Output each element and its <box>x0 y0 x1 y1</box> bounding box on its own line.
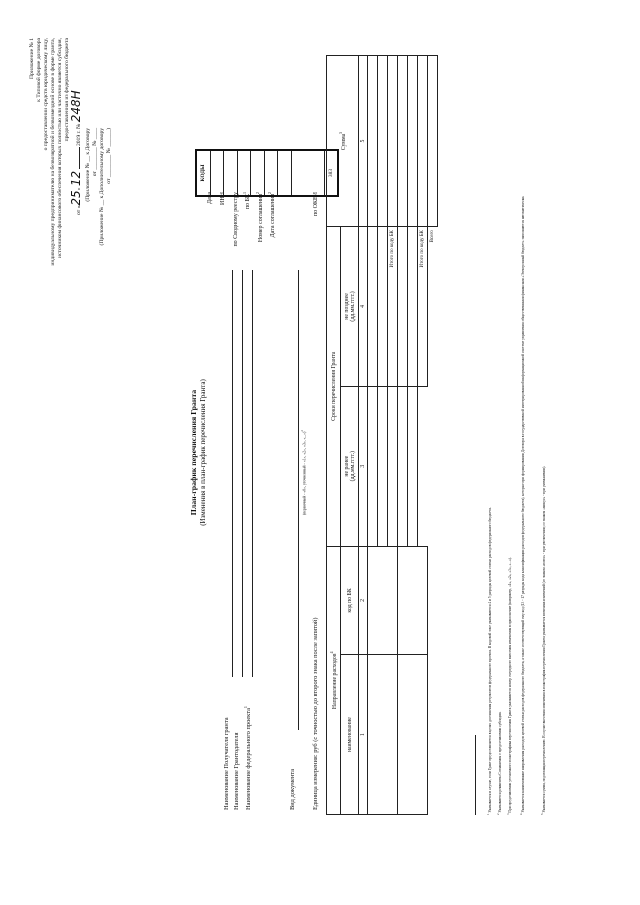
table-cell <box>428 386 438 546</box>
code-cell <box>291 150 324 196</box>
field-doctype-line <box>298 270 299 730</box>
footnote: $^4$ Указывается наименование направления расходов целевой статьи расходов федерального бюджета, а также соответствующий ему код (13 - 17 разряды кода классификации расходов федерального бюджета), которые при формировании Договора в государственной интегрированной информационной системе управления общественными финансами «Электронный бюджет» заполняются автоматически. <box>519 195 526 815</box>
col-not-earlier: не ранее (дд.мм.гггг.) <box>341 386 359 546</box>
code-label-inn: ИНН <box>220 192 226 205</box>
footnote: $^1$ Указывается в случае, если Грант предоставляется в целях достижения результатов федерального проекта. В кодовой зоне указываются 4 и 5 разряды целевой статьи расходов федерального бюджета. <box>486 507 493 815</box>
date-number-handwritten: 248Н <box>69 90 83 123</box>
field-doctype-label: Вид документа <box>289 768 296 810</box>
code-label-bk: по $БК^1$ <box>242 192 251 210</box>
header-line: предоставленная из федерального бюджета <box>64 38 70 142</box>
field-doctype-hint: (первичный - «0», уточненный - «1», «2», «3», «...»)$^2$ <box>300 430 307 515</box>
col-number: 3 <box>359 386 368 546</box>
col-number: 1 <box>359 655 368 815</box>
table-cell <box>368 655 398 815</box>
footnote-rule <box>475 735 476 815</box>
footnote: $^2$ Указываются реквизиты Соглашения о предоставлении субсидии. <box>496 711 503 815</box>
page-subtitle: (Изменения в план-график перечисления Гранта) <box>199 379 207 526</box>
header-line: источником финансового обеспечения которых полностью или частично является субсидия, <box>57 38 63 258</box>
annex-line: от ________ № ____ <box>92 128 98 177</box>
code-cell <box>278 150 292 196</box>
header-line: индивидуальному предпринимателю на безвозвратной и безвозмездной основе в форме гранта, <box>50 38 56 266</box>
annex-line: от ________ № ______) <box>106 128 112 184</box>
date-year: 2019 г. № <box>76 123 82 147</box>
grand-total-label: Всего <box>428 227 438 387</box>
table-cell <box>428 546 438 655</box>
code-label-okei: по ОКЕИ <box>313 192 319 217</box>
table-cell <box>378 227 388 387</box>
col-terms: Сроки перечисления Гранта <box>327 227 341 546</box>
code-label-date: Дата <box>207 192 213 204</box>
table-cell <box>398 386 408 546</box>
field-recipient-label: Наименование Получателя гранта <box>223 717 230 810</box>
field-grantor-line <box>242 270 243 677</box>
table-cell <box>368 227 378 387</box>
col-code: код по БК <box>341 546 359 655</box>
table-cell <box>368 56 378 227</box>
table-cell <box>398 56 408 227</box>
col-direction: Направление расходов$^4$ <box>327 546 341 814</box>
code-cell-okei: 383 <box>324 150 338 196</box>
table-cell <box>388 56 398 227</box>
page-title: План-график перечисления Гранта <box>189 389 198 516</box>
table-cell <box>378 56 388 227</box>
code-label-agreement-date: Дата соглашения$^2$ <box>267 192 276 238</box>
code-label-agreement-number: Номер соглашения$^2$ <box>255 192 264 243</box>
schedule-table <box>326 55 438 815</box>
field-unit-label: Единица измерения: руб (с точностью до второго знака после запятой) <box>312 617 319 810</box>
header-line: к Типовой форме договора <box>36 38 42 102</box>
table-cell <box>368 546 398 655</box>
codes-table <box>195 149 339 197</box>
col-number: 5 <box>359 56 368 227</box>
table-cell <box>368 386 378 546</box>
table-cell <box>398 655 428 815</box>
codes-header: КОДЫ <box>196 150 210 196</box>
total-bk-label: Итого по коду БК <box>418 227 428 387</box>
table-cell <box>408 227 418 387</box>
code-cell <box>251 150 265 196</box>
field-project-label: Наименование федерального проекта$^1$ <box>243 706 253 810</box>
table-cell <box>408 56 418 227</box>
annex-line: (Приложение № __ к Дополнительному договору <box>99 128 105 246</box>
code-cell <box>237 150 251 196</box>
field-grantor-label: Наименование Грантодателя <box>233 732 240 810</box>
header-line: Приложение № 1 <box>29 38 35 79</box>
col-number: 4 <box>359 227 368 387</box>
grand-total-cell <box>428 56 438 227</box>
date-month-handwritten: 12 <box>69 170 83 187</box>
table-cell <box>418 386 428 546</box>
table-cell <box>388 386 398 546</box>
total-bk-label: Итого по коду БК <box>388 227 398 387</box>
date-mid: » <box>76 187 82 191</box>
code-cell <box>210 150 224 196</box>
code-cell <box>224 150 238 196</box>
annex-line: (Приложение № __ к Договору <box>85 128 91 202</box>
table-cell <box>428 655 438 815</box>
col-name: наименование <box>341 655 359 815</box>
col-number: 2 <box>359 546 368 655</box>
field-recipient-line <box>232 270 233 677</box>
table-cell <box>418 56 428 227</box>
col-not-later: не позднее (дд.мм.гггг.) <box>341 227 359 387</box>
footnote: $^5$ Указывается сумма, подлежащая перечислению. В случае внесения изменения в план-график перечисления Гранта указывается величина изменений (со знаком «плюс» - при увеличении; со знаком «минус» - при уменьшении). <box>540 465 547 815</box>
header-line: о предоставлении средств юридическому лицу, <box>43 38 49 151</box>
agreement-date-line <box>70 90 83 215</box>
code-cell <box>264 150 278 196</box>
table-cell <box>398 227 408 387</box>
col-sum: Сумма$^5$ <box>327 56 359 227</box>
date-day-handwritten: 25 <box>69 190 83 206</box>
date-prefix: от « <box>76 205 82 215</box>
footnote: $^3$ При представлении уточненного план-графика перечисления Гранта указывается номер очередного внесения изменения в приложение (например, «1», «2», «3», «...»). <box>506 557 513 815</box>
table-cell <box>398 546 428 655</box>
field-project-line <box>252 270 253 677</box>
code-label-registry: по Сводному реестру <box>233 192 239 247</box>
table-cell <box>408 386 418 546</box>
table-cell <box>378 386 388 546</box>
